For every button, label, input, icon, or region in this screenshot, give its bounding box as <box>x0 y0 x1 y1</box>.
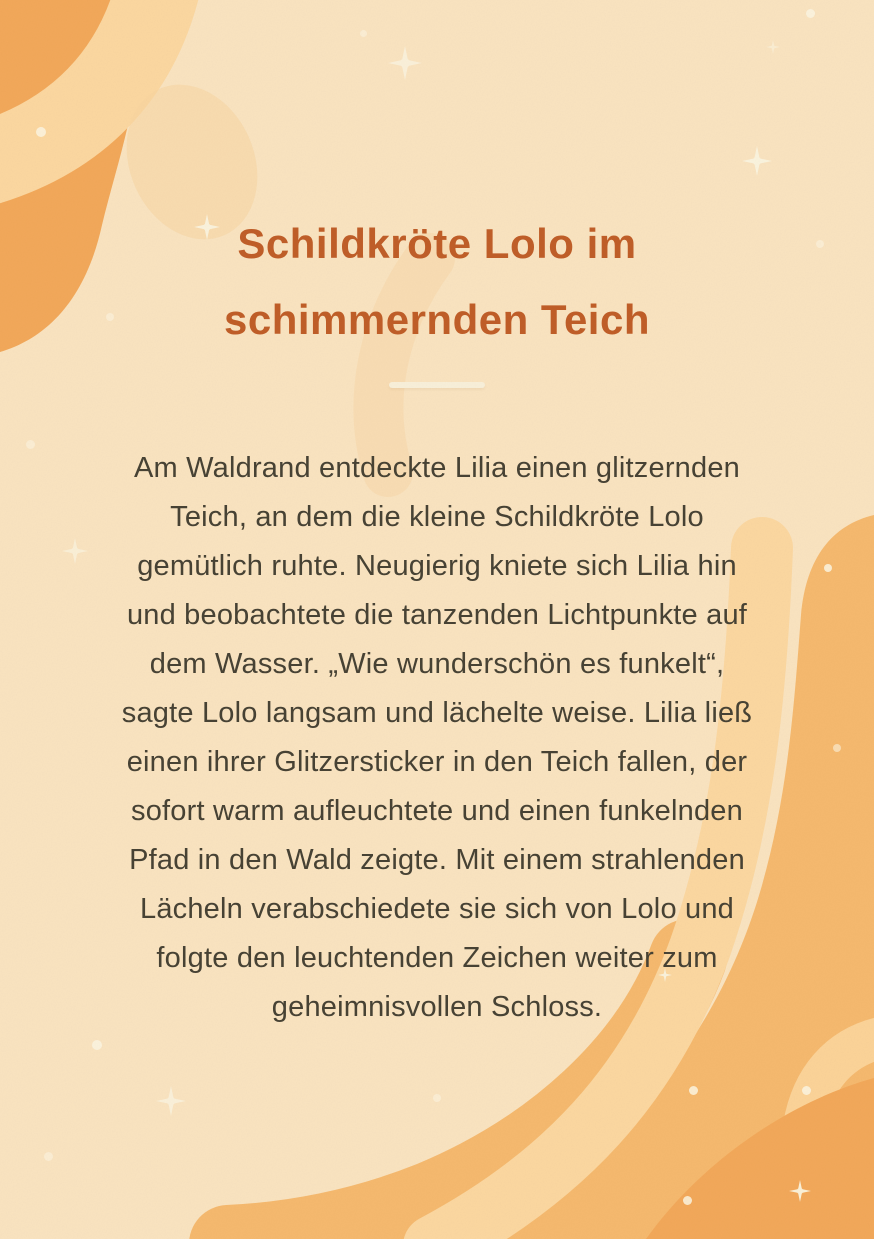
story-line: gemütlich ruhte. Neugierig kniete sich Lilia hin <box>137 550 737 582</box>
page-title-line: Schildkröte Lolo im <box>237 220 637 267</box>
story-line: folgte den leuchtenden Zeichen weiter zum <box>156 942 718 974</box>
story-line: dem Wasser. „Wie wunderschön es funkelt“, <box>149 648 725 680</box>
page-title <box>0 206 874 358</box>
story-line: geheimnisvollen Schloss. <box>271 991 603 1023</box>
story-line: Pfad in den Wald zeigte. Mit einem strahlenden <box>129 844 745 876</box>
story-line: sagte Lolo langsam und lächelte weise. Lilia ließ <box>121 697 753 729</box>
title-divider <box>389 382 485 388</box>
story-line: einen ihrer Glitzersticker in den Teich fallen, der <box>126 746 748 778</box>
story-line: Teich, an dem die kleine Schildkröte Lolo <box>170 501 704 533</box>
story-line: Am Waldrand entdeckte Lilia einen glitzernden <box>134 452 740 484</box>
story-line: sofort warm aufleuchtete und einen funkelnden <box>131 795 743 827</box>
story-line: Lächeln verabschiedete sie sich von Lolo und <box>139 893 735 925</box>
story-paragraph <box>0 444 874 1032</box>
page-title-line: schimmernden Teich <box>223 296 650 343</box>
story-line: und beobachtete die tanzenden Lichtpunkte auf <box>126 599 748 631</box>
